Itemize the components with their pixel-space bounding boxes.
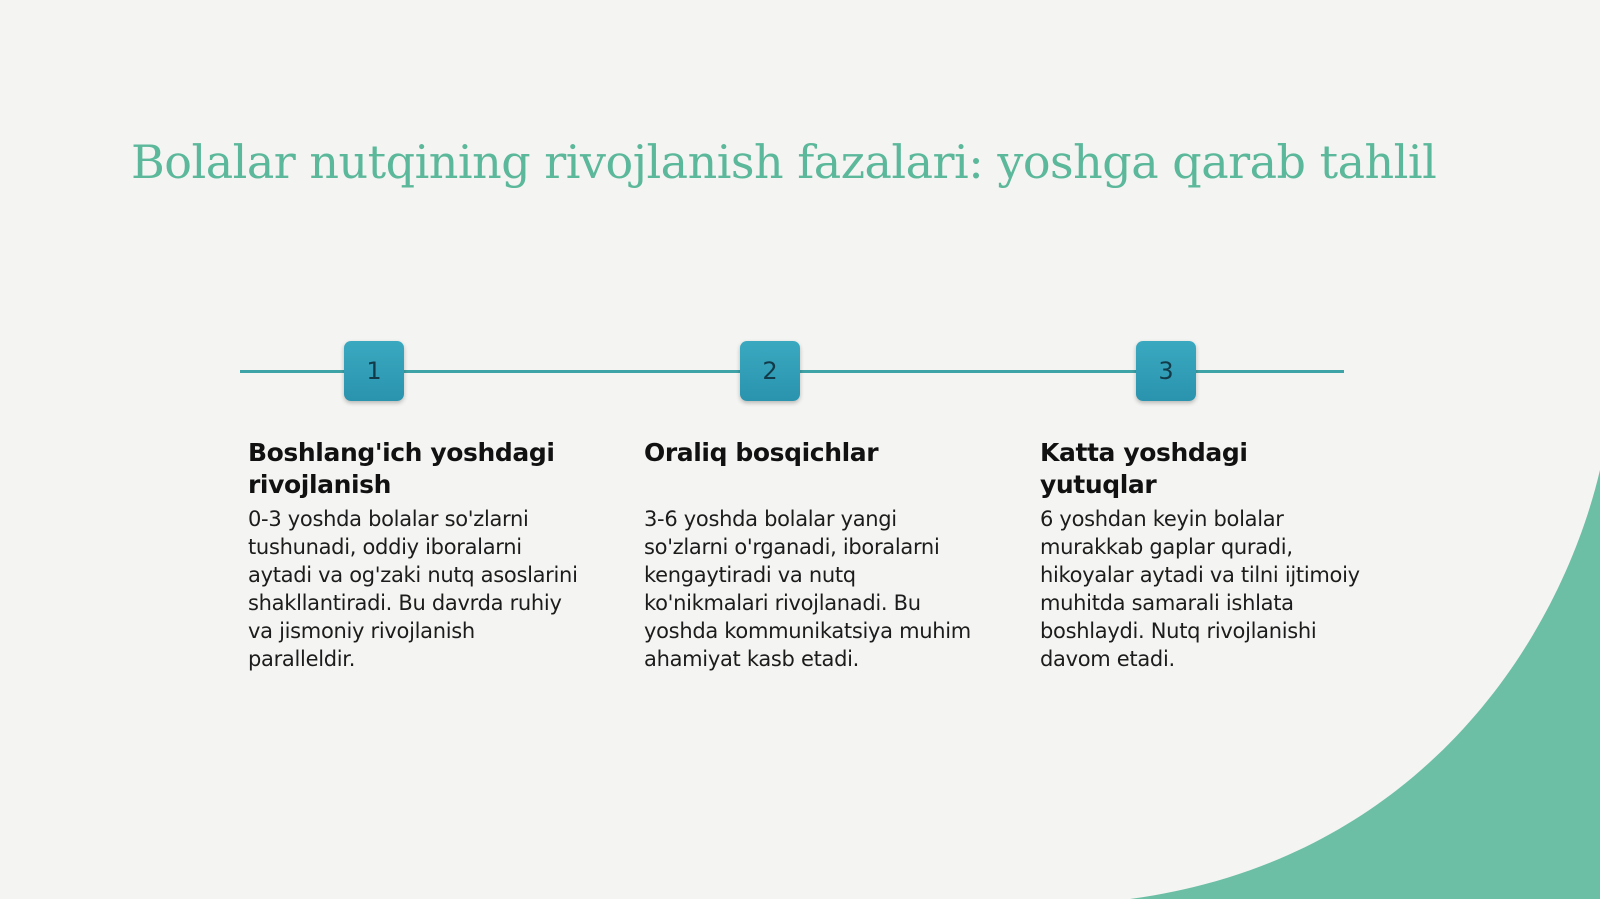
phase-marker-1: 1: [344, 341, 404, 401]
phase-block-1: [248, 437, 578, 673]
phase-title: Boshlang'ich yoshdagi rivojlanish: [248, 438, 555, 499]
phase-description: 6 yoshdan keyin bolalar murakkab gaplar quradi, hikoyalar aytadi va tilni ijtimoiy muhitda samarali ishlata boshlaydi. Nutq rivojlanishi davom etadi.: [1040, 507, 1360, 671]
phase-description: 3-6 yoshda bolalar yangi so'zlarni o'rganadi, iboralarni kengaytiradi va nutq ko'nikmalari rivojlanadi. Bu yoshda kommunikatsiya muhim ahamiyat kasb etadi.: [644, 507, 971, 671]
phase-marker-2: 2: [740, 341, 800, 401]
phase-block-2: [644, 437, 974, 673]
phase-block-3: [1040, 437, 1370, 673]
phase-description: 0-3 yoshda bolalar so'zlarni tushunadi, oddiy iboralarni aytadi va og'zaki nutq asoslarini shakllantiradi. Bu davrda ruhiy va jismoniy rivojlanish paralleldir.: [248, 507, 578, 671]
phase-marker-3: 3: [1136, 341, 1196, 401]
phase-title: Katta yoshdagi yutuqlar: [1040, 438, 1248, 499]
slide-title: Bolalar nutqining rivojlanish fazalari: yoshga qarab tahlil: [131, 135, 1437, 189]
phase-title: Oraliq bosqichlar: [644, 438, 879, 467]
